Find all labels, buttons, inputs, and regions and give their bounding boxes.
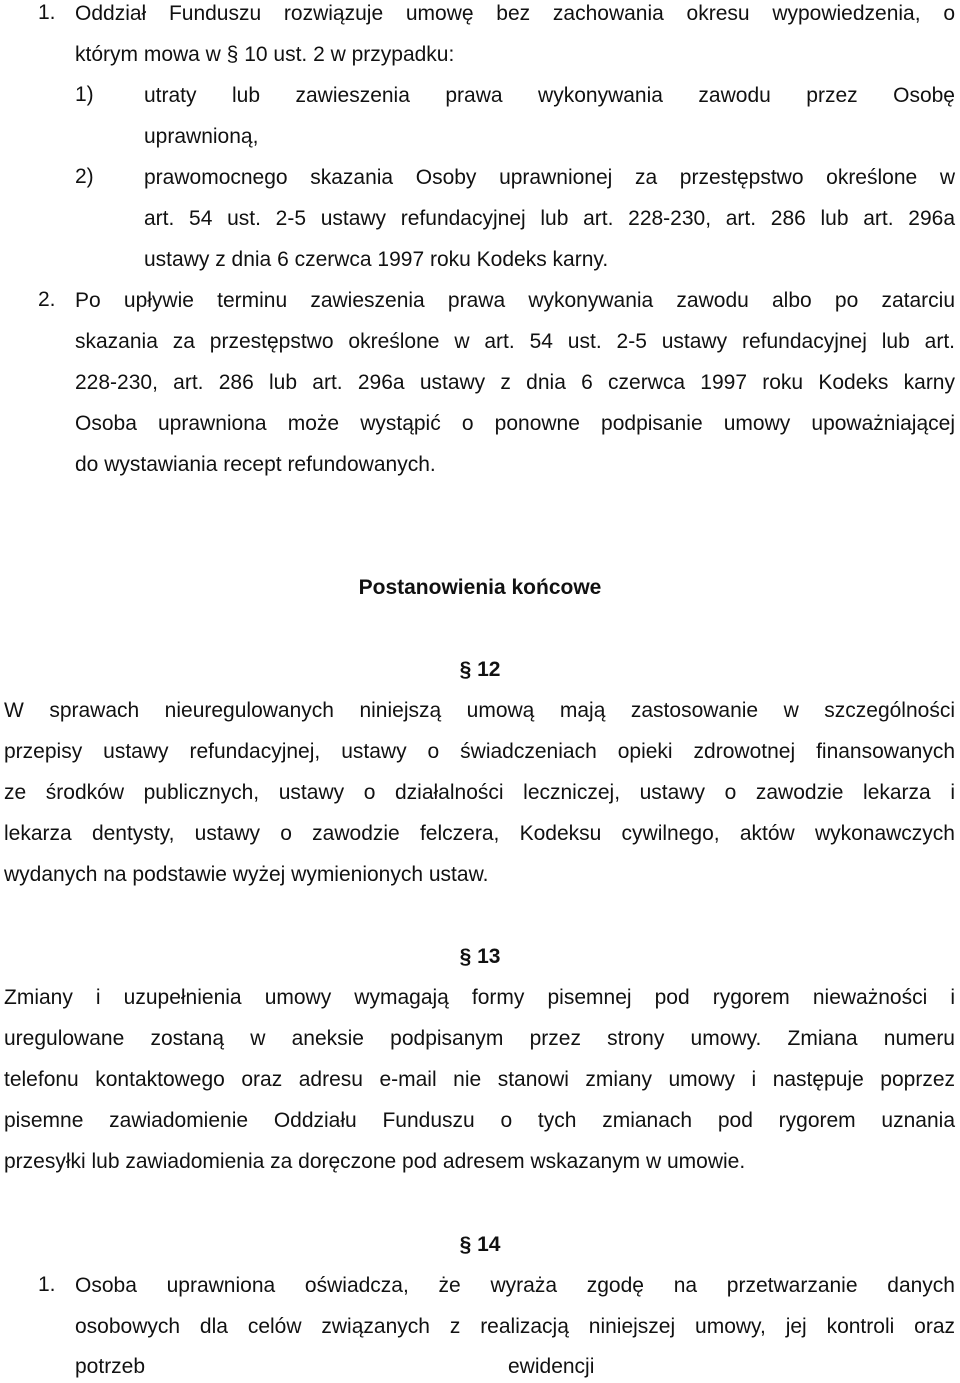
item1-sub2-number: 2) <box>75 165 94 188</box>
item1-sub2-line2: art. 54 ust. 2-5 ustawy refundacyjnej lub art. 228-230, art. 286 lub art. 296a <box>144 207 955 230</box>
item1-sub1-number: 1) <box>75 83 94 106</box>
item1-sub2-line3: ustawy z dnia 6 czerwca 1997 roku Kodeks karny. <box>144 248 609 271</box>
s12-line1: W sprawach nieuregulowanych niniejszą umową mają zastosowanie w szczególności <box>4 699 955 722</box>
item2-number: 2. <box>38 288 56 311</box>
s12-line5: wydanych na podstawie wyżej wymienionych ustaw. <box>4 863 489 886</box>
s13-line4: pisemne zawiadomienie Oddziału Funduszu o tych zmianach pod rygorem uznania <box>4 1109 955 1132</box>
item2-line1: Po upływie terminu zawieszenia prawa wykonywania zawodu albo po zatarciu <box>75 289 955 312</box>
s12-line2: przepisy ustawy refundacyjnej, ustawy o świadczeniach opieki zdrowotnej finansowanych <box>4 740 955 763</box>
s14-item1-line2: osobowych dla celów związanych z realizacją niniejszej umowy, jej kontroli oraz <box>75 1315 955 1338</box>
item1-sub1-line2: uprawnioną, <box>144 125 259 148</box>
s13-line2: uregulowane zostaną w aneksie podpisanym przez strony umowy. Zmiana numeru <box>4 1027 955 1050</box>
item2-line3: 228-230, art. 286 lub art. 296a ustawy z dnia 6 czerwca 1997 roku Kodeks karny <box>75 371 955 394</box>
s14-item1-line3-right: ewidencji <box>508 1355 595 1378</box>
section-heading: Postanowienia końcowe <box>358 576 602 599</box>
s12-line3: ze środków publicznych, ustawy o działalności leczniczej, ustawy o zawodzie lekarza i <box>4 781 955 804</box>
s14-item1-line3-left: potrzeb <box>75 1355 146 1378</box>
item1-sub1-line1: utraty lub zawieszenia prawa wykonywania zawodu przez Osobę <box>144 84 955 107</box>
item1-number: 1. <box>38 1 56 24</box>
s14-item1-line1: Osoba uprawniona oświadcza, że wyraża zgodę na przetwarzanie danych <box>75 1274 955 1297</box>
s14-item1-number: 1. <box>38 1273 56 1296</box>
item2-line2: skazania za przestępstwo określone w art. 54 ust. 2-5 ustawy refundacyjnej lub art. <box>75 330 955 353</box>
s13-line3: telefonu kontaktowego oraz adresu e-mail nie stanowi zmiany umowy i następuje poprzez <box>4 1068 955 1091</box>
item2-line4: Osoba uprawniona może wystąpić o ponowne podpisanie umowy upoważniającej <box>75 412 955 435</box>
item2-line5: do wystawiania recept refundowanych. <box>75 453 436 476</box>
item1-sub2-line1: prawomocnego skazania Osoby uprawnionej za przestępstwo określone w <box>144 166 955 189</box>
section-14-title: § 14 <box>459 1233 501 1256</box>
item1-line1: Oddział Funduszu rozwiązuje umowę bez zachowania okresu wypowiedzenia, o <box>75 2 955 25</box>
s13-line1: Zmiany i uzupełnienia umowy wymagają formy pisemnej pod rygorem nieważności i <box>4 986 955 1009</box>
s13-line5: przesyłki lub zawiadomienia za doręczone pod adresem wskazanym w umowie. <box>4 1150 746 1173</box>
section-13-title: § 13 <box>459 945 501 968</box>
item1-line2: którym mowa w § 10 ust. 2 w przypadku: <box>75 43 455 66</box>
s12-line4: lekarza dentysty, ustawy o zawodzie felczera, Kodeksu cywilnego, aktów wykonawczych <box>4 822 955 845</box>
section-12-title: § 12 <box>459 658 501 681</box>
